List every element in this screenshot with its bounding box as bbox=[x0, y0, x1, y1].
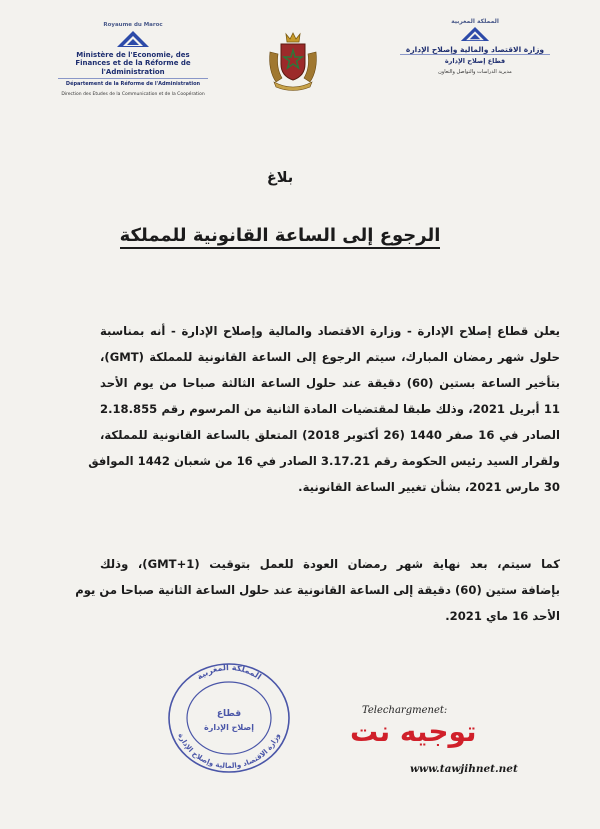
communique-title: بلاغ bbox=[266, 170, 294, 186]
paragraph-line: 11 أبريل 2021، وذلك طبقا لمقتضيات المادة الثانية من المرسوم رقم 2.18.855 bbox=[100, 402, 560, 416]
direction-name-ar: مديرية الدراسات والتواصل والتعاون bbox=[438, 69, 512, 76]
ministry-logo-icon bbox=[58, 30, 208, 48]
stamp-outer-top: المملكة المغربية bbox=[195, 663, 263, 682]
official-stamp-icon bbox=[162, 658, 297, 776]
ministry-logo-icon-right bbox=[400, 26, 550, 42]
watermark-brand: توجيه نت bbox=[350, 715, 477, 748]
paragraph-1 bbox=[88, 318, 560, 500]
watermark-download-label: Telechargmenet: bbox=[362, 705, 448, 716]
paragraph-line: يعلن قطاع إصلاح الإدارة - وزارة الاقتصاد والمالية وإصلاح الإدارة - أنه بمناسبة bbox=[100, 324, 560, 338]
direction-name-fr: Direction des Etudes de la Communication et de la Coopération bbox=[61, 92, 205, 98]
svg-text:المملكة المغربية bbox=[195, 663, 263, 682]
paragraph-line: 30 مارس 2021، بشأن تغيير الساعة القانونية. bbox=[298, 480, 560, 494]
sector-name-ar: قطاع إصلاح الإدارة bbox=[400, 54, 550, 65]
paragraph-line: ولقرار السيد رئيس الحكومة رقم 3.17.21 الصادر في 16 من شعبان 1442 الموافق bbox=[88, 454, 560, 468]
paragraph-line: الأحد 16 ماي 2021. bbox=[445, 609, 560, 623]
paragraph-line: بإضافة ستين (60) دقيقة إلى الساعة القانونية عند حلول الساعة الثانية صباحا من يوم bbox=[75, 583, 560, 597]
paragraph-line: بتأخير الساعة بستين (60) دقيقة عند حلول الساعة الثالثة صباحا من يوم الأحد bbox=[100, 376, 560, 390]
paragraph-line: الصادر في 16 صفر 1440 (26 أكتوبر 2018) المتعلق بالساعة القانونية للمملكة، bbox=[100, 428, 560, 442]
communique-subject-text: الرجوع إلى الساعة القانونية للمملكة bbox=[120, 225, 441, 249]
stamp-center-line2: إصلاح الإدارة bbox=[204, 723, 254, 732]
site-watermark bbox=[350, 705, 530, 780]
stamp-center-line1: قطاع bbox=[216, 709, 242, 719]
paragraph-line: حلول شهر رمضان المبارك، سيتم الرجوع إلى الساعة القانونية للمملكة (GMT)، bbox=[100, 350, 560, 364]
stamp-outer-bottom: وزارة الاقتصاد والمالية وإصلاح الإدارة bbox=[176, 732, 282, 771]
header-right-arabic bbox=[400, 18, 550, 75]
royal-emblem-icon bbox=[266, 30, 320, 92]
kingdom-label-ar: المملكة المغربية bbox=[451, 18, 499, 25]
watermark-site-link[interactable]: www.tawjihnet.net bbox=[410, 763, 518, 775]
paragraph-line: كما سيتم، بعد نهاية شهر رمضان العودة للعمل بتوقيت (GMT+1)، وذلك bbox=[100, 557, 561, 571]
ministry-name-ar: وزارة الاقتصاد والمالية وإصلاح الإدارة bbox=[405, 45, 545, 54]
communique-subject bbox=[0, 225, 560, 246]
header-left-french bbox=[58, 22, 208, 98]
department-name-fr: Département de la Réforme de l'Administration bbox=[58, 78, 208, 87]
paragraph-2 bbox=[75, 551, 561, 629]
ministry-name-fr: Ministère de l'Economie, des Finances et de la Réforme de l'Administration bbox=[75, 51, 191, 76]
svg-text:وزارة الاقتصاد والمالية وإصلاح bbox=[177, 732, 282, 770]
kingdom-label-fr: Royaume du Maroc bbox=[103, 22, 163, 28]
